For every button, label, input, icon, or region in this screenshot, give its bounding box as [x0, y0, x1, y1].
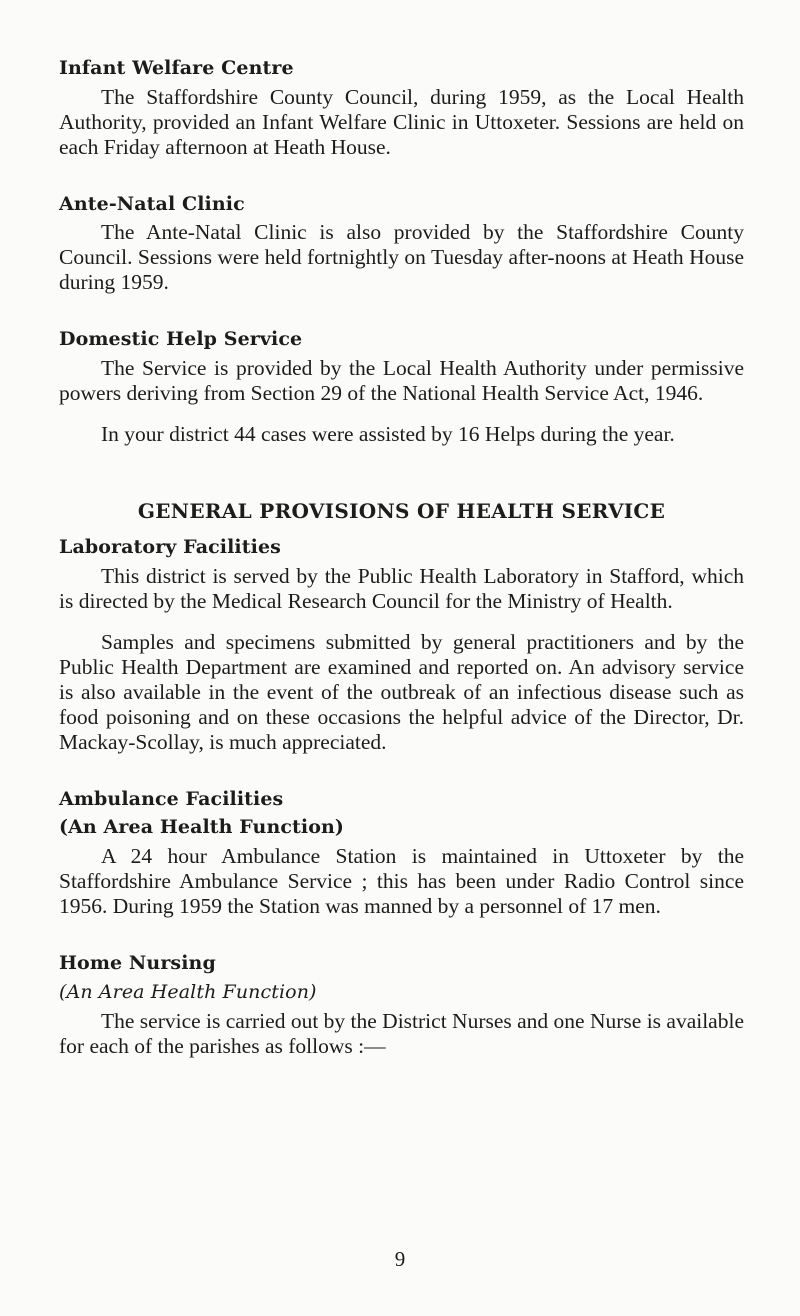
heading-laboratory: Laboratory Facilities	[59, 536, 281, 559]
para-home-nursing: The service is carried out by the District Nurses and one Nurse is available for each of the parishes as follows :—	[59, 1008, 744, 1058]
para-ambulance: A 24 hour Ambulance Station is maintained in Uttoxeter by the Staffordshire Ambulance Service ; this has been under Radio Control since 1956. During 1959 the Station was manned by a personnel of 17 men.	[59, 844, 744, 919]
heading-ambulance: Ambulance Facilities	[59, 787, 284, 810]
subheading-home-nursing: (An Area Health Function)	[59, 980, 317, 1003]
heading-home-nursing: Home Nursing	[59, 952, 216, 975]
para-laboratory-1: This district is served by the Public Health Laboratory in Stafford, which is directed by the Medical Research Council for the Ministry of Health.	[59, 563, 744, 613]
para-domestic-help-1: The Service is provided by the Local Health Authority under permissive powers deriving from Section 29 of the National Health Service Act, 1946.	[59, 356, 744, 406]
page-number: 9	[394, 1247, 406, 1271]
general-provisions-title: GENERAL PROVISIONS OF HEALTH SERVICE	[137, 499, 666, 524]
heading-infant-welfare: Infant Welfare Centre	[59, 57, 294, 79]
subheading-ambulance: (An Area Health Function)	[59, 816, 345, 839]
para-domestic-help-2: In your district 44 cases were assisted by 16 Helps during the year.	[101, 422, 675, 447]
heading-domestic-help: Domestic Help Service	[59, 328, 303, 351]
para-ante-natal: The Ante-Natal Clinic is also provided by the Staffordshire County Council. Sessions were held fortnightly on Tuesday after-noons at Heath House during 1959.	[59, 220, 744, 295]
para-laboratory-2: Samples and specimens submitted by general practitioners and by the Public Health Department are examined and reported on. An advisory service is also available in the event of the outbreak of an infectious disease such as food poisoning and on these occasions the helpful advice of the Director, Dr. Mackay-Scollay, is much appreciated.	[59, 629, 744, 754]
document-page	[59, 56, 744, 1059]
heading-ante-natal: Ante-Natal Clinic	[59, 192, 245, 215]
para-infant-welfare: The Staffordshire County Council, during 1959, as the Local Health Authority, provided an Infant Welfare Clinic in Uttoxeter. Sessions are held on each Friday afternoon at Heath House.	[59, 84, 744, 159]
